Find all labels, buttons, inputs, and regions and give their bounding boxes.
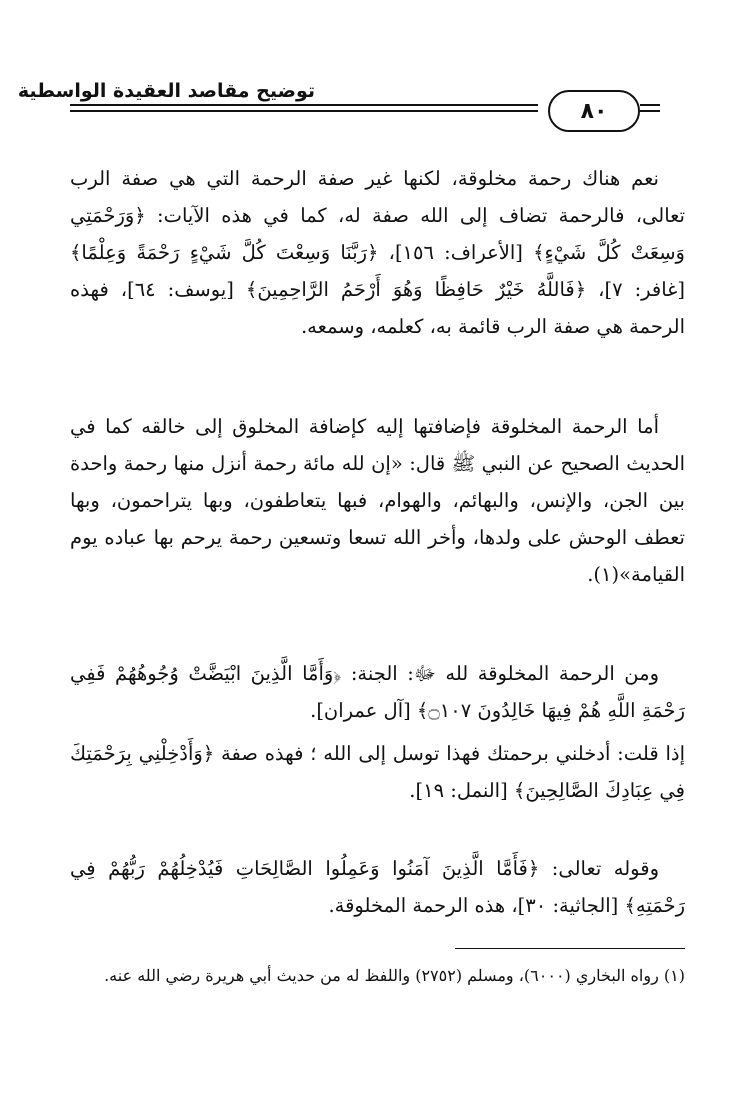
paragraph-text: وقوله تعالى: ﴿فَأَمَّا الَّذِينَ آمَنُوا وَعَمِلُوا الصَّالِحَاتِ فَيُدْخِلُهُمْ رَبُّهُمْ فِي رَحْمَتِهِ﴾ [الجاثية: ٣٠]، هذه الرحمة المخلوقة. (70, 857, 685, 917)
header-rule-right-top (640, 104, 660, 106)
footnote: (١) رواه البخاري (٦٠٠٠)، ومسلم (٢٧٥٢) واللفظ له من حديث أبي هريرة رضي الله عنه. (104, 966, 685, 985)
paragraph (70, 655, 685, 729)
book-title: توضيح مقاصد العقيدة الواسطية (17, 80, 315, 102)
header-rule-bottom (70, 110, 538, 112)
paragraph (70, 408, 685, 593)
paragraph-text: إذا قلت: أدخلني برحمتك فهذا توسل إلى الله ؛ فهذه صفة ﴿وَأَدْخِلْنِي بِرَحْمَتِكَ فِي عِبَادِكَ الصَّالِحِينَ﴾ [النمل: ١٩]. (70, 742, 685, 802)
paragraph-text: ومن الرحمة المخلوقة لله ﷻ: الجنة: ﴿وَأَمَّا الَّذِينَ ابْيَضَّتْ وُجُوهُهُمْ فَفِي رَحْمَةِ اللَّهِ هُمْ فِيهَا خَالِدُونَ ۝١٠٧﴾ [آل عمران]. (70, 662, 685, 722)
header-rule-top (70, 104, 538, 106)
paragraph (70, 160, 685, 345)
footnote-separator (455, 948, 685, 949)
page-header (0, 0, 755, 140)
header-rule-right-bottom (640, 110, 660, 112)
page-number: ٨٠ (548, 90, 640, 132)
paragraph-text: أما الرحمة المخلوقة فإضافتها إليه كإضافة المخلوق إلى خالقه كما في الحديث الصحيح عن النبي ﷺ قال: «إن لله مائة رحمة أنزل منها رحمة واحدة بين الجن، والإنس، والبهائم، والهوام، فبها يتعاطفون، وبها يتراحمون، وبها تعطف الوحش على ولدها، وأخر الله تسعا وتسعين رحمة يرحم بها عباده يوم القيامة»(١). (70, 415, 685, 586)
paragraph (70, 735, 685, 809)
paragraph-text: نعم هناك رحمة مخلوقة، لكنها غير صفة الرحمة التي هي صفة الرب تعالى، فالرحمة تضاف إلى الله صفة له، كما في هذه الآيات: ﴿وَرَحْمَتِي وَسِعَتْ كُلَّ شَيْءٍ﴾ [الأعراف: ١٥٦]، ﴿رَبَّنَا وَسِعْتَ كُلَّ شَيْءٍ رَحْمَةً وَعِلْمًا﴾ [غافر: ٧]، ﴿فَاللَّهُ خَيْرٌ حَافِظًا وَهُوَ أَرْحَمُ الرَّاحِمِينَ﴾ [يوسف: ٦٤]، فهذه الرحمة هي صفة الرب قائمة به، كعلمه، وسمعه. (70, 167, 685, 338)
paragraph (70, 850, 685, 924)
